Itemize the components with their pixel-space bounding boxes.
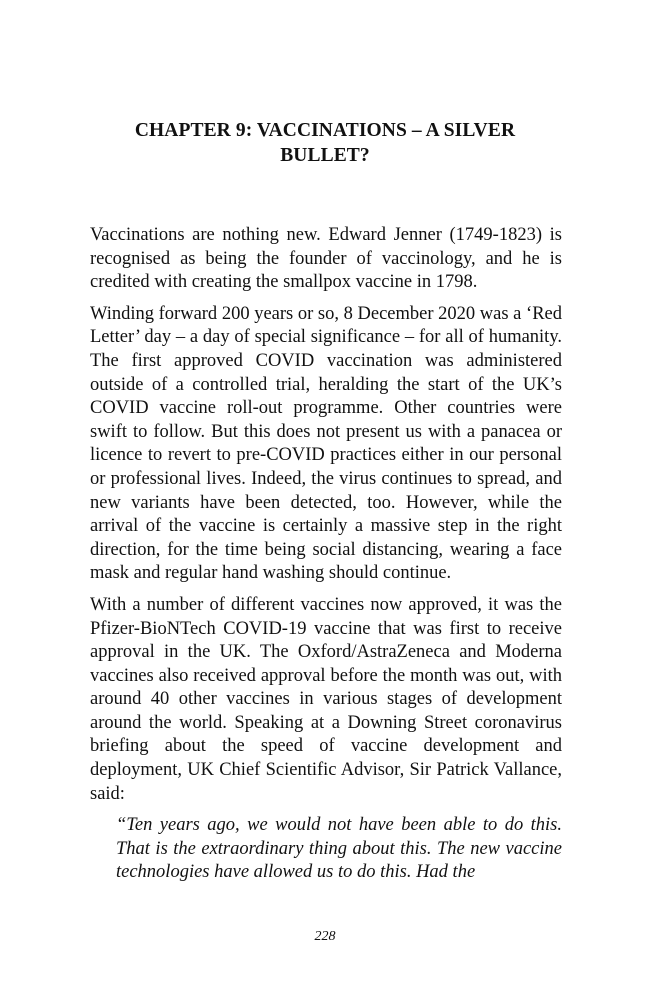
chapter-body [90,224,562,885]
chapter-title-line-1: CHAPTER 9: VACCINATIONS – A SILVER [134,120,516,141]
chapter-title-line-2: BULLET? [280,145,370,166]
vallance-quote: “Ten years ago, we would not have been able to do this. That is the extraordinary thing about this. The new vaccine technologies have allowed us to do this. Had the [116,815,562,883]
paragraph-approved-vaccines: With a number of different vaccines now approved, it was the Pfizer-BioNTech COVID-19 vaccine that was first to receive approval in the UK. The Oxford/AstraZeneca and Moderna vaccines also received approval before the month was out, with around 40 other vaccines in various stages of development around the world. Speaking at a Downing Street coronavirus briefing about the speed of vaccine development and deployment, UK Chief Scientific Advisor, Sir Patrick Vallance, said: [90,594,562,804]
paragraph-red-letter-day: Winding forward 200 years or so, 8 December 2020 was a ‘Red Letter’ day – a day of special significance – for all of humanity. The first approved COVID vaccination was administered outside of a controlled trial, heralding the start of the UK’s COVID vaccine roll-out programme. Other countries were swift to follow. But this does not present us with a panacea or licence to revert to pre-COVID practices either in our personal or professional lives. Indeed, the virus continues to spread, and new variants have been detected, too. However, while the arrival of the vaccine is certainly a massive step in the right direction, for the time being social distancing, wearing a face mask and regular hand washing should continue. [90,303,562,584]
page-number: 228 [314,929,336,944]
paragraph-jenner: Vaccinations are nothing new. Edward Jenner (1749-1823) is recognised as being the founder of vaccinology, and he is credited with creating the smallpox vaccine in 1798. [90,225,562,293]
chapter-title [90,118,560,168]
